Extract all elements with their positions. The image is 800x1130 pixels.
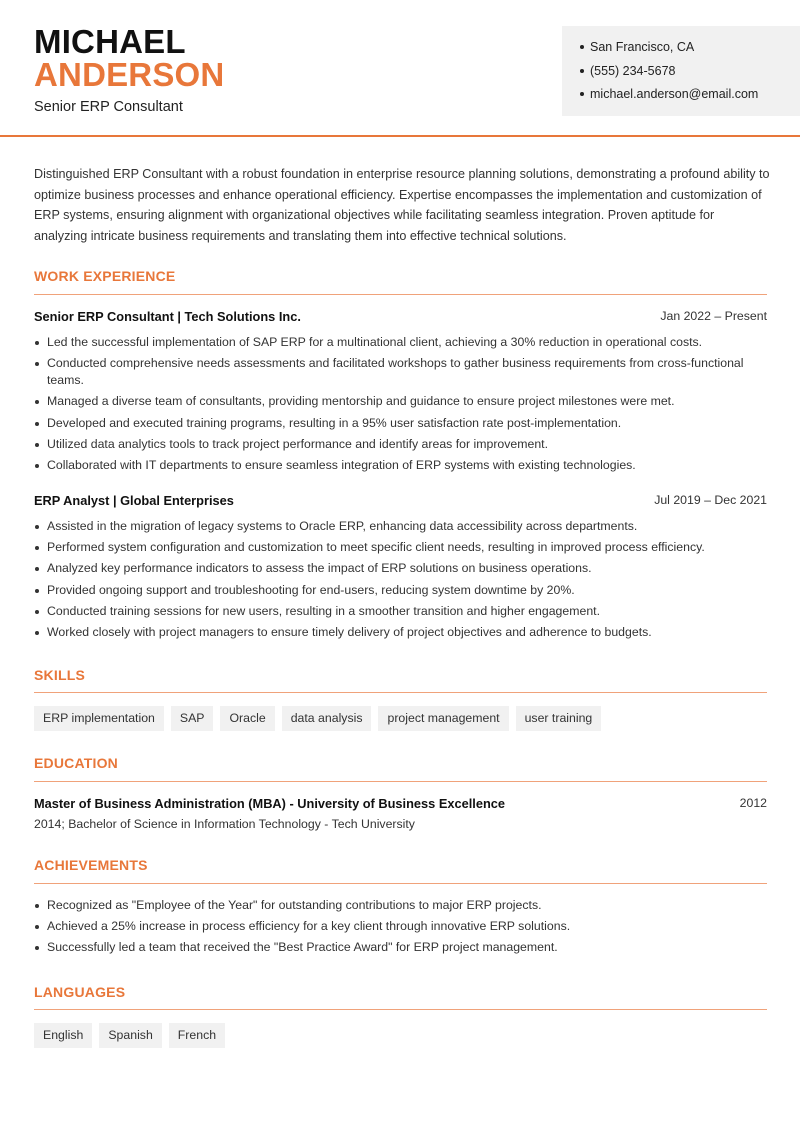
section-divider [34, 692, 767, 693]
education-details: 2014; Bachelor of Science in Information Technology - Tech University [34, 817, 415, 831]
list-item: Utilized data analytics tools to track project performance and identify areas for improvement. [34, 436, 767, 453]
contact-email[interactable]: michael.anderson@email.com [562, 86, 800, 110]
list-item: Worked closely with project managers to ensure timely delivery of project objectives and adherence to budgets. [34, 624, 767, 641]
section-divider [34, 1009, 767, 1010]
skill-chip: ERP implementation [34, 706, 164, 731]
last-name: ANDERSON [34, 56, 225, 93]
list-item: Conducted comprehensive needs assessments and facilitated workshops to gather business requirements from cross-functional teams. [34, 355, 767, 389]
section-divider [34, 781, 767, 782]
language-chip: Spanish [99, 1023, 161, 1048]
summary-paragraph: Distinguished ERP Consultant with a robust foundation in enterprise resource planning solutions, demonstrating a profound ability to optimize business processes and enhance operational efficiency. Expertise encompasses the implementation and customization of ERP systems, ensuring alignment with organizational objectives while facilitating seamless integration. Proven aptitude for analyzing intricate business requirements and translating them into effective technical solutions. [34, 167, 770, 243]
skills-list [34, 706, 601, 731]
job-bullets [34, 518, 767, 645]
list-item: Recognized as "Employee of the Year" for outstanding contributions to major ERP projects. [34, 897, 767, 914]
list-item: Collaborated with IT departments to ensure seamless integration of ERP systems with existing technologies. [34, 457, 767, 474]
list-item: Analyzed key performance indicators to assess the impact of ERP solutions on business operations. [34, 560, 767, 577]
contact-location: San Francisco, CA [562, 39, 800, 63]
skill-chip: project management [378, 706, 508, 731]
first-name: MICHAEL [34, 23, 186, 60]
skill-chip: data analysis [282, 706, 372, 731]
language-chip: English [34, 1023, 92, 1048]
section-divider [34, 883, 767, 884]
section-title-skills: SKILLS [34, 667, 85, 683]
list-item: Conducted training sessions for new users, resulting in a smoother transition and higher engagement. [34, 603, 767, 620]
skill-chip: SAP [171, 706, 214, 731]
section-title-education: EDUCATION [34, 755, 118, 771]
job-dates: Jul 2019 – Dec 2021 [654, 493, 767, 507]
section-title-languages: LANGUAGES [34, 984, 126, 1000]
skill-chip: user training [516, 706, 602, 731]
list-item: Managed a diverse team of consultants, providing mentorship and guidance to ensure project milestones were met. [34, 393, 767, 410]
job-header [34, 309, 767, 327]
job-role: ERP Analyst | Global Enterprises [34, 493, 234, 508]
job-role: Senior ERP Consultant | Tech Solutions Inc. [34, 309, 301, 324]
skill-chip: Oracle [220, 706, 274, 731]
section-divider [34, 294, 767, 295]
education-year: 2012 [739, 796, 767, 810]
list-item: Led the successful implementation of SAP ERP for a multinational client, achieving a 30% reduction in operational costs. [34, 334, 767, 351]
list-item: Assisted in the migration of legacy systems to Oracle ERP, enhancing data accessibility across departments. [34, 518, 767, 535]
job-title: Senior ERP Consultant [34, 99, 183, 115]
language-chip: French [169, 1023, 225, 1048]
section-title-work: WORK EXPERIENCE [34, 268, 176, 284]
education-degree: Master of Business Administration (MBA) - University of Business Excellence [34, 796, 505, 811]
contact-phone: (555) 234-5678 [562, 63, 800, 87]
job-bullets [34, 334, 767, 478]
list-item: Successfully led a team that received the "Best Practice Award" for ERP project management. [34, 939, 767, 956]
list-item: Developed and executed training programs, resulting in a 95% user satisfaction rate post-implementation. [34, 415, 767, 432]
section-title-achievements: ACHIEVEMENTS [34, 857, 148, 873]
contact-box [562, 26, 800, 116]
resume-header [0, 0, 800, 137]
list-item: Provided ongoing support and troubleshooting for end-users, reducing system downtime by 20%. [34, 582, 767, 599]
languages-list [34, 1023, 225, 1048]
achievements-list [34, 897, 767, 961]
job-dates: Jan 2022 – Present [660, 309, 767, 323]
list-item: Achieved a 25% increase in process efficiency for a key client through innovative ERP solutions. [34, 918, 767, 935]
job-header [34, 493, 767, 511]
list-item: Performed system configuration and customization to meet specific client needs, resulting in improved process efficiency. [34, 539, 767, 556]
